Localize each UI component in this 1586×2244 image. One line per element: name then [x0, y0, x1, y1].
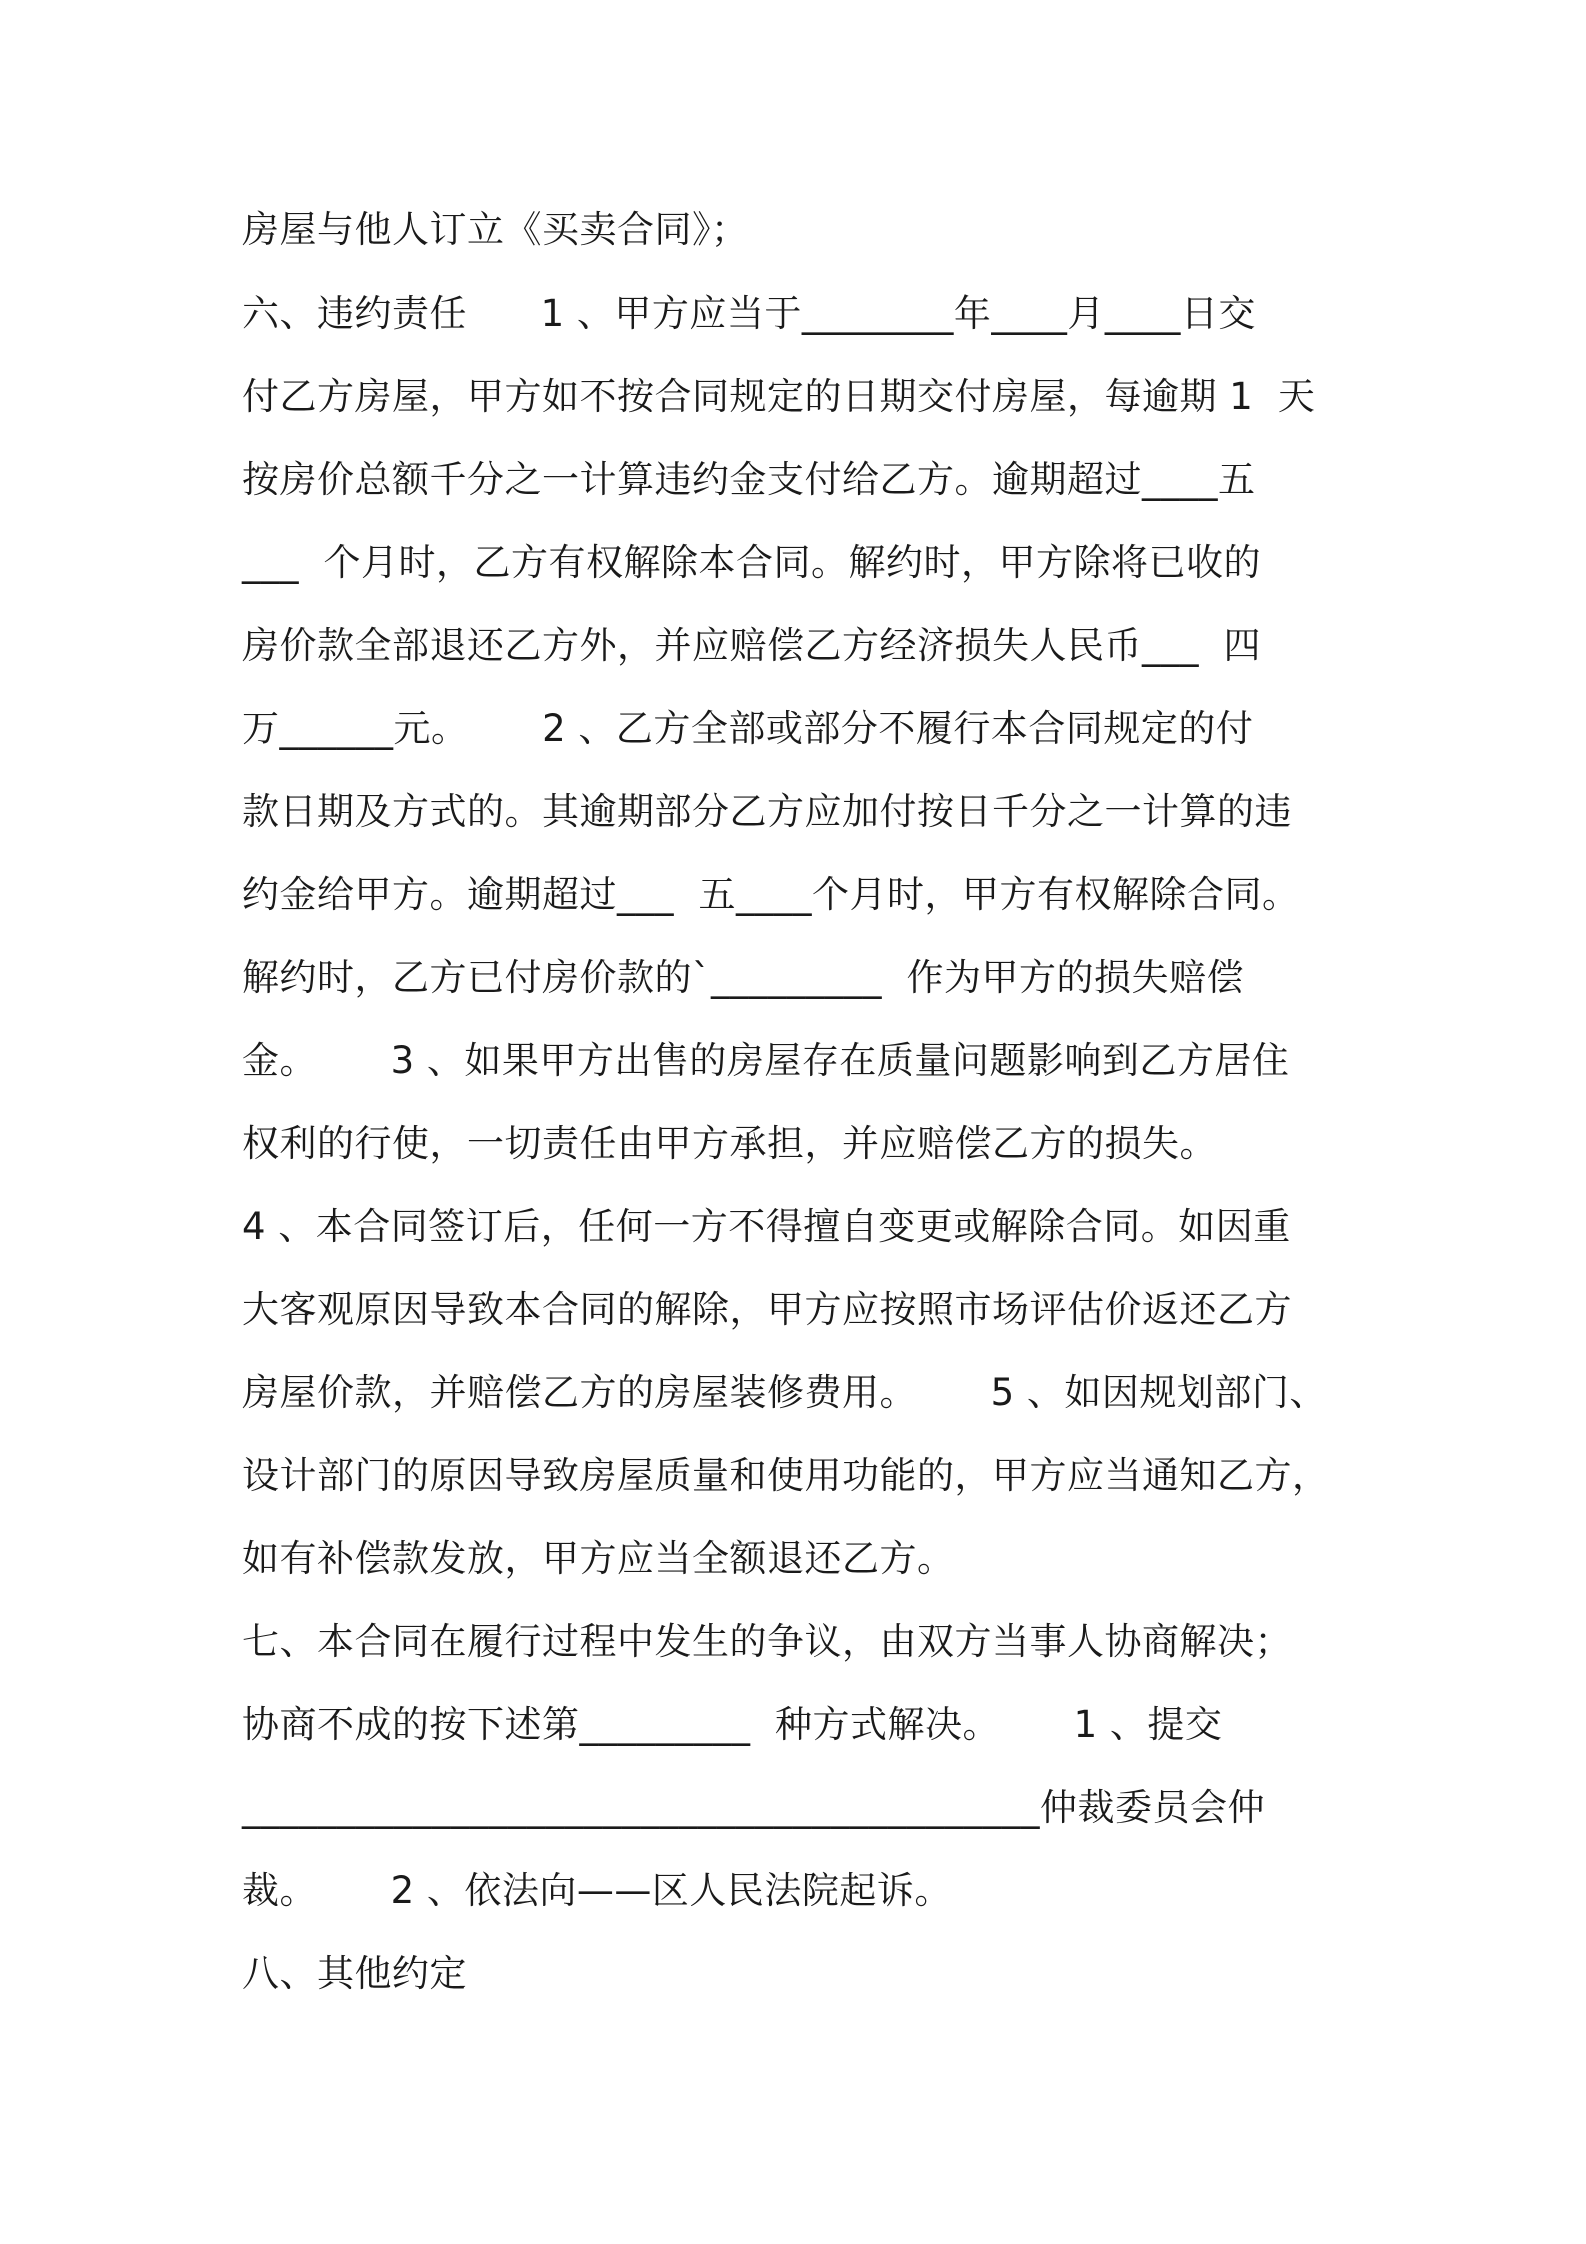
text-line: 房屋价款，并赔偿乙方的房屋装修费用。 5 、如因规划部门、: [242, 1371, 1327, 1414]
text-line: 八、其他约定: [242, 1952, 467, 1995]
text-line: 裁。 2 、依法向——区人民法院起诉。: [242, 1869, 952, 1912]
text-line: __________________________________________仲裁委员会仲: [242, 1786, 1265, 1829]
text-line: 六、违约责任 1 、甲方应当于________年____月____日交: [242, 292, 1256, 335]
text-line: 万______元。 2 、乙方全部或部分不履行本合同规定的付: [242, 707, 1254, 750]
text-line: 款日期及方式的。其逾期部分乙方应加付按日千分之一计算的违: [242, 790, 1292, 833]
text-line: 金。 3 、如果甲方出售的房屋存在质量问题影响到乙方居住: [242, 1039, 1290, 1082]
text-line: 房屋与他人订立《买卖合同》；: [242, 208, 749, 251]
text-line: 如有补偿款发放，甲方应当全额退还乙方。: [242, 1537, 955, 1580]
text-line: 设计部门的原因导致房屋质量和使用功能的，甲方应当通知乙方，: [242, 1454, 1330, 1497]
text-line: 4 、本合同签订后，任何一方不得擅自变更或解除合同。如因重: [242, 1205, 1291, 1248]
text-line: 房价款全部退还乙方外，并应赔偿乙方经济损失人民币___ 四: [242, 624, 1262, 667]
text-line: 七、本合同在履行过程中发生的争议，由双方当事人协商解决；: [242, 1620, 1292, 1663]
text-line: 付乙方房屋，甲方如不按合同规定的日期交付房屋，每逾期 1 天: [242, 375, 1316, 418]
text-line: 约金给甲方。逾期超过___ 五____个月时，甲方有权解除合同。: [242, 873, 1300, 916]
text-line: 大客观原因导致本合同的解除，甲方应按照市场评估价返还乙方: [242, 1288, 1292, 1331]
text-line: ___ 个月时，乙方有权解除本合同。解约时，甲方除将已收的: [242, 541, 1262, 584]
text-line: 按房价总额千分之一计算违约金支付给乙方。逾期超过____五: [242, 458, 1256, 501]
text-line: 协商不成的按下述第_________ 种方式解决。 1 、提交: [242, 1703, 1223, 1746]
text-line: 解约时，乙方已付房价款的`_________ 作为甲方的损失赔偿: [242, 956, 1245, 999]
text-line: 权利的行使，一切责任由甲方承担，并应赔偿乙方的损失。: [242, 1122, 1217, 1165]
